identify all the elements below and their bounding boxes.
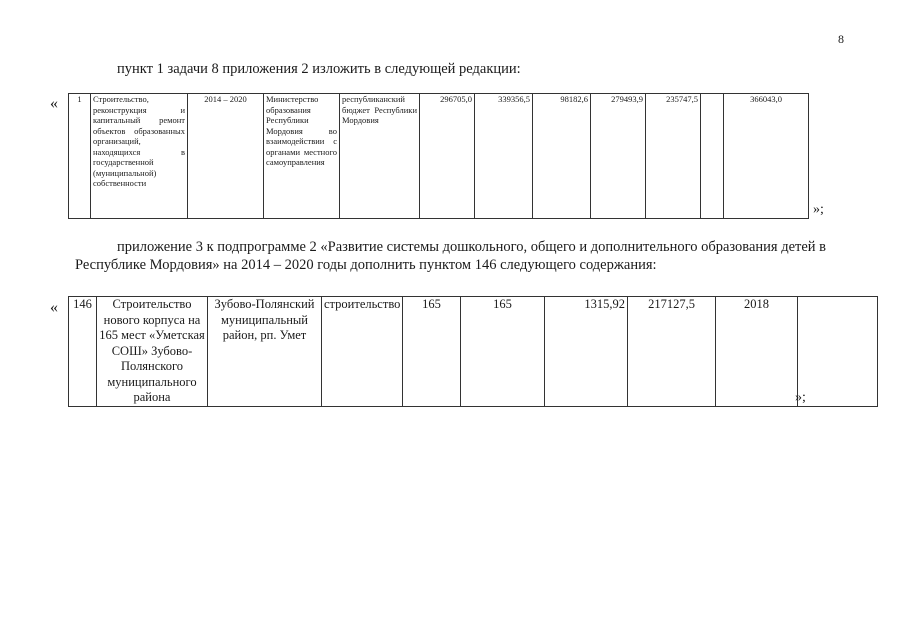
cell-v5: 2018 [716,297,798,407]
paragraph-2: приложение 3 к подпрограмме 2 «Развитие системы дошкольного, общего и дополнительного образования детей в Республике Мордовия» на 2014 – 2020 годы дополнить пунктом 146 следующего содержания: [75,239,827,273]
cell-work-type: строительство [322,297,403,407]
cell-v3: 98182,6 [533,94,591,219]
cell-v1: 296705,0 [420,94,475,219]
table-row [69,94,809,219]
cell-v3: 1315,92 [545,297,628,407]
cell-v5: 235747,5 [646,94,701,219]
cell-v2: 165 [461,297,545,407]
cell-v2: 339356,5 [475,94,533,219]
cell-name: Строительство нового корпуса на 165 мест «Уметская СОШ» Зубово-Полянского муниципального района [97,297,208,407]
cell-v4: 217127,5 [628,297,716,407]
table-row [69,297,878,407]
cell-source: республиканский бюджет Республики Мордовия [340,94,420,219]
cell-name: Строительство, реконструкция и капитальный ремонт объектов образованных организаций, находящихся в государственной (муниципальной) собственности [91,94,188,219]
quote-open-2: « [50,299,58,316]
cell-location: Зубово-Полянский муниципальный район, рп. Умет [208,297,322,407]
cell-v6 [798,297,878,407]
quote-open-1: « [50,95,58,112]
cell-num: 1 [69,94,91,219]
table-2 [68,296,878,407]
table-1 [68,93,809,219]
paragraph-1: пункт 1 задачи 8 приложения 2 изложить в следующей редакции: [117,61,521,77]
page-number: 8 [838,32,844,46]
cell-period: 2014 – 2020 [188,94,264,219]
quote-close-1: »; [813,202,824,217]
cell-v4: 279493,9 [591,94,646,219]
cell-executor: Министерство образования Республики Мордовия во взаимодействии с органами местного самоуправления [264,94,340,219]
cell-v1: 165 [403,297,461,407]
quote-close-2: »; [795,390,806,405]
cell-num: 146 [69,297,97,407]
cell-v7: 366043,0 [724,94,809,219]
cell-v6 [701,94,724,219]
